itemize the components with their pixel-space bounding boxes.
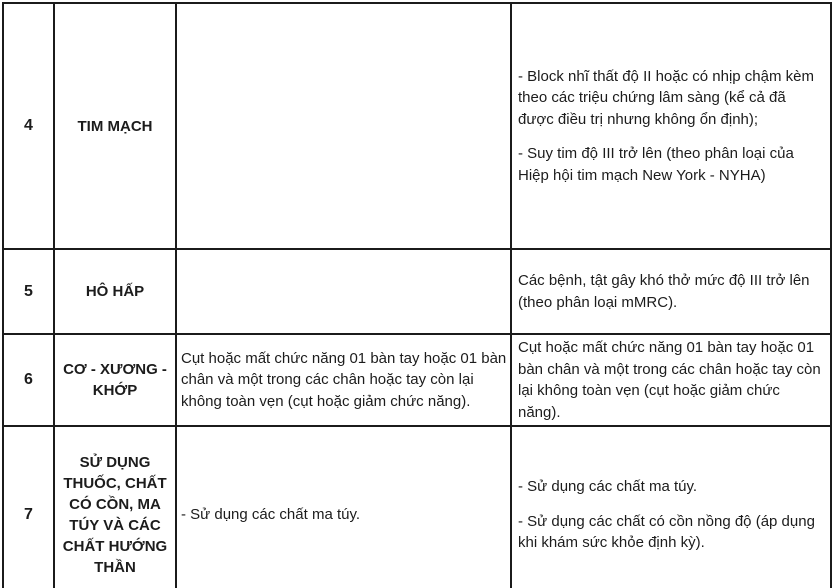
criteria-paragraph: - Suy tim độ III trở lên (theo phân loại của Hiệp hội tim mạch New York - NYHA): [518, 145, 794, 184]
criteria-cell-secondary: [511, 426, 831, 588]
table-body: [3, 3, 831, 588]
criteria-cell-primary: [176, 3, 511, 249]
criteria-paragraph: - Sử dụng các chất ma túy.: [181, 506, 361, 524]
criteria-paragraph: - Block nhĩ thất độ II hoặc có nhịp chậm kèm theo các triệu chứng lâm sàng (kể cả đã được điều trị nhưng không ổn định);: [518, 67, 814, 128]
criteria-paragraph: Các bệnh, tật gây khó thở mức độ III trở lên (theo phân loại mMRC).: [518, 272, 810, 311]
criteria-paragraph: Cụt hoặc mất chức năng 01 bàn tay hoặc 01 bàn chân và một trong các chân hoặc tay còn lại không toàn vẹn (cụt hoặc giảm chức năng).: [518, 339, 821, 421]
criteria-paragraph: - Sử dụng các chất ma túy.: [518, 478, 698, 496]
category-cell: SỬ DỤNG THUỐC, CHẤT CÓ CỒN, MA TÚY VÀ CÁC CHẤT HƯỚNG THẦN: [54, 426, 176, 588]
table-row: [3, 426, 831, 588]
table-row: [3, 249, 831, 334]
criteria-cell-primary: [176, 334, 511, 426]
criteria-cell-secondary: [511, 249, 831, 334]
category-cell: CƠ - XƯƠNG - KHỚP: [54, 334, 176, 426]
criteria-cell-secondary: [511, 3, 831, 249]
row-number: 4: [3, 3, 54, 249]
table-row: [3, 3, 831, 249]
category-cell: TIM MẠCH: [54, 3, 176, 249]
health-criteria-table: [2, 2, 832, 588]
criteria-paragraph: Cụt hoặc mất chức năng 01 bàn tay hoặc 01 bàn chân và một trong các chân hoặc tay còn lại không toàn vẹn (cụt hoặc giảm chức năng).: [181, 349, 507, 410]
criteria-paragraph: - Sử dụng các chất có cồn nồng độ (áp dụng khi khám sức khỏe định kỳ).: [518, 512, 815, 552]
criteria-cell-primary: [176, 249, 511, 334]
criteria-cell-primary: [176, 426, 511, 588]
row-number: 5: [3, 249, 54, 334]
row-number: 6: [3, 334, 54, 426]
criteria-cell-secondary: [511, 334, 831, 426]
table-row: [3, 334, 831, 426]
category-cell: HÔ HẤP: [54, 249, 176, 334]
row-number: 7: [3, 426, 54, 588]
